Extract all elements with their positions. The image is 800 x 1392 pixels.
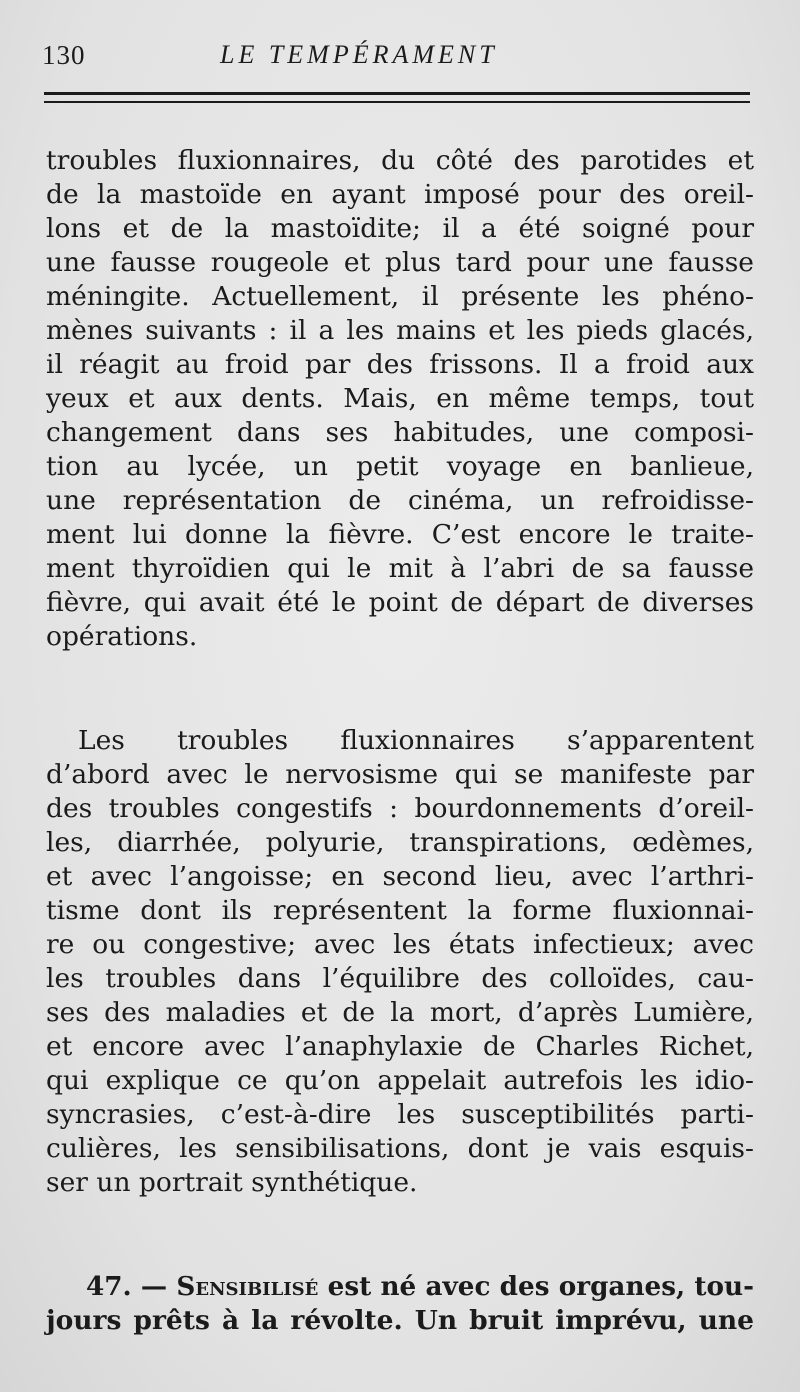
- section-term: Sensibilisé: [176, 1271, 319, 1302]
- text-line: syncrasies, c’est-à-dire les susceptibilités parti-: [46, 1099, 754, 1130]
- text-line: qui explique ce qu’on appelait autrefois les idio-: [46, 1065, 754, 1096]
- text-line: re ou congestive; avec les états infectieux; avec: [46, 929, 754, 960]
- section-text: est né avec des organes, tou-: [318, 1271, 754, 1302]
- text-line: lons et de la mastoïdite; il a été soigné pour: [46, 213, 754, 244]
- header-rule: [44, 92, 750, 103]
- text-line: il réagit au froid par des frissons. Il a froid aux: [46, 349, 754, 380]
- text-line: Les troubles fluxionnaires s’apparentent: [78, 725, 754, 756]
- text-line: et encore avec l’anaphylaxie de Charles Richet,: [46, 1031, 754, 1062]
- text-line: culières, les sensibilisations, dont je vais esquis-: [46, 1133, 754, 1164]
- text-line: ment thyroïdien qui le mit à l’abri de sa fausse: [46, 553, 754, 584]
- text-line: une représentation de cinéma, un refroidisse-: [46, 485, 754, 516]
- page-header: [40, 40, 760, 80]
- text-line: ser un portrait synthétique.: [46, 1167, 418, 1198]
- text-line: d’abord avec le nervosisme qui se manifeste par: [46, 759, 754, 790]
- text-line: yeux et aux dents. Mais, en même temps, tout: [46, 383, 754, 414]
- text-line: ment lui donne la fièvre. C’est encore le traite-: [46, 519, 754, 550]
- text-line: changement dans ses habitudes, une composi-: [46, 417, 754, 448]
- section-47-first-line: [86, 1270, 754, 1304]
- page-number: 130: [42, 40, 86, 70]
- text-line: une fausse rougeole et plus tard pour une fausse: [46, 247, 754, 278]
- text-line: les troubles dans l’équilibre des colloïdes, cau-: [46, 963, 754, 994]
- section-dash: —: [131, 1271, 177, 1302]
- text-line: et avec l’angoisse; en second lieu, avec l’arthri-: [46, 861, 754, 892]
- text-line: ses des maladies et de la mort, d’après Lumière,: [46, 997, 754, 1028]
- text-line: jours prêts à la révolte. Un bruit imprévu, une: [46, 1305, 754, 1336]
- running-title: LE TEMPÉRAMENT: [220, 40, 498, 69]
- text-line: troubles fluxionnaires, du côté des parotides et: [46, 145, 754, 176]
- text-line: mènes suivants : il a les mains et les pieds glacés,: [46, 315, 754, 346]
- text-line: opérations.: [46, 621, 198, 652]
- text-line: méningite. Actuellement, il présente les phéno-: [46, 281, 754, 312]
- text-line: de la mastoïde en ayant imposé pour des oreil-: [46, 179, 754, 210]
- text-line: fièvre, qui avait été le point de départ de diverses: [46, 587, 754, 618]
- section-number: 47.: [86, 1271, 132, 1302]
- text-line: les, diarrhée, polyurie, transpirations, œdèmes,: [46, 827, 754, 858]
- text-line: tisme dont ils représentent la forme fluxionnai-: [46, 895, 754, 926]
- text-line: tion au lycée, un petit voyage en banlieue,: [46, 451, 754, 482]
- text-line: des troubles congestifs : bourdonnements d’oreil-: [46, 793, 754, 824]
